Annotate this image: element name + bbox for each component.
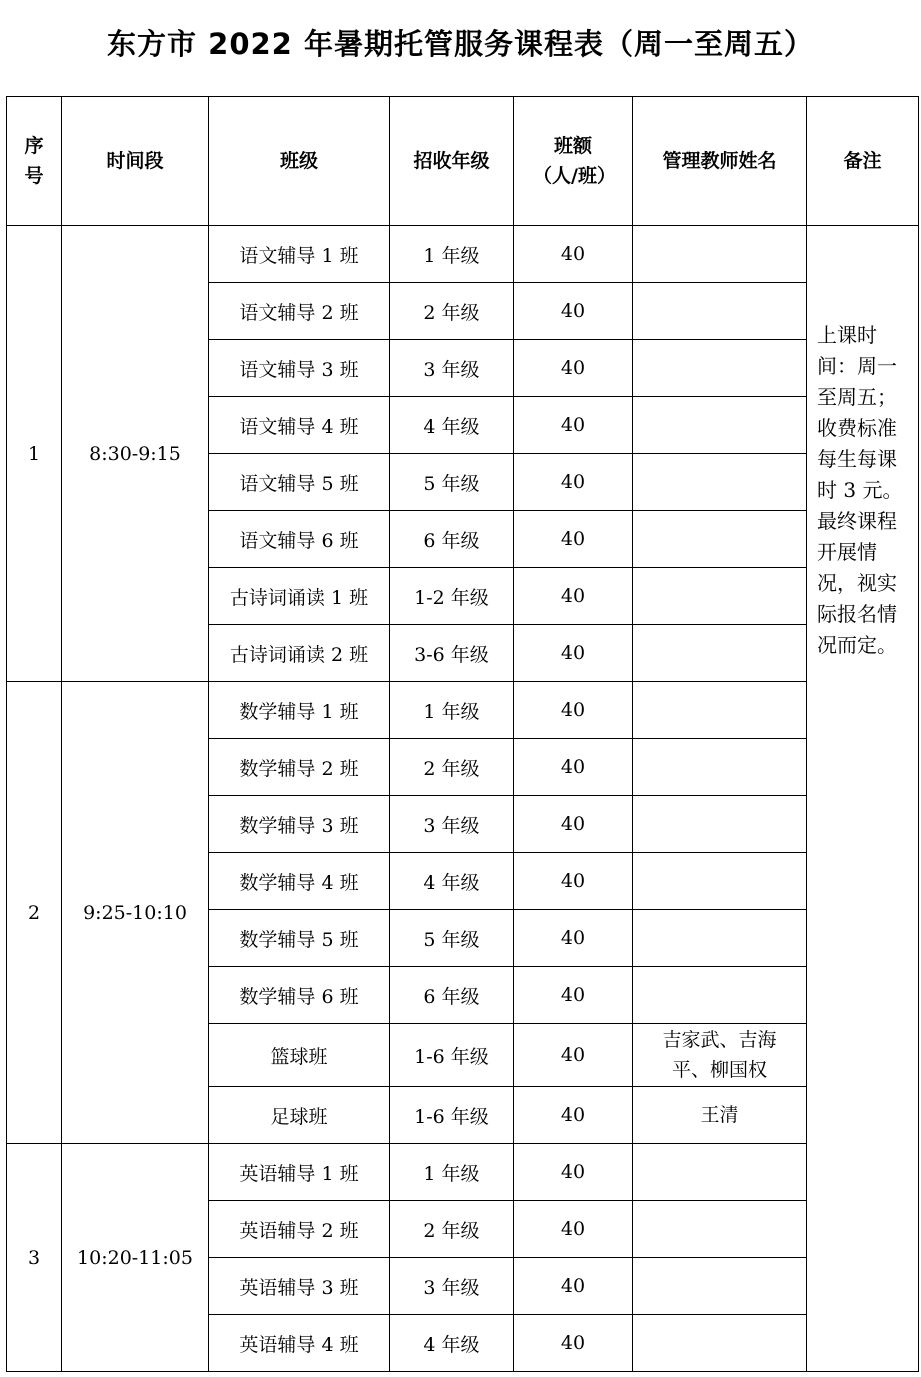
teacher-cell bbox=[633, 796, 807, 853]
grade-cell: 1-6 年级 bbox=[390, 1087, 514, 1144]
teacher-cell: 王清 bbox=[633, 1087, 807, 1144]
class-size-cell: 40 bbox=[514, 910, 633, 967]
grade-cell: 6 年级 bbox=[390, 967, 514, 1024]
class-cell: 英语辅导 2 班 bbox=[209, 1201, 390, 1258]
grade-cell: 1 年级 bbox=[390, 682, 514, 739]
grade-cell: 5 年级 bbox=[390, 910, 514, 967]
page-title: 东方市 2022 年暑期托管服务课程表（周一至周五） bbox=[107, 27, 814, 61]
header-notes: 备注 bbox=[807, 97, 919, 226]
teacher-cell bbox=[633, 454, 807, 511]
grade-cell: 3-6 年级 bbox=[390, 625, 514, 682]
class-size-cell: 40 bbox=[514, 226, 633, 283]
grade-cell: 1 年级 bbox=[390, 226, 514, 283]
teacher-cell bbox=[633, 967, 807, 1024]
grade-cell: 4 年级 bbox=[390, 397, 514, 454]
class-cell: 数学辅导 3 班 bbox=[209, 796, 390, 853]
teacher-cell bbox=[633, 397, 807, 454]
table-body bbox=[7, 226, 919, 1372]
class-size-cell: 40 bbox=[514, 625, 633, 682]
grade-cell: 4 年级 bbox=[390, 853, 514, 910]
class-size-cell: 40 bbox=[514, 796, 633, 853]
class-size-cell: 40 bbox=[514, 1144, 633, 1201]
time-slot-cell: 9:25-10:10 bbox=[62, 682, 209, 1144]
class-cell: 语文辅导 6 班 bbox=[209, 511, 390, 568]
class-size-cell: 40 bbox=[514, 853, 633, 910]
class-size-cell: 40 bbox=[514, 1087, 633, 1144]
grade-cell: 2 年级 bbox=[390, 1201, 514, 1258]
notes-cell: 上课时间：周一至周五；收费标准每生每课时 3 元。最终课程开展情况，视实际报名情况而定。 bbox=[807, 226, 919, 1372]
grade-cell: 4 年级 bbox=[390, 1315, 514, 1372]
class-cell: 语文辅导 5 班 bbox=[209, 454, 390, 511]
class-size-cell: 40 bbox=[514, 967, 633, 1024]
teacher-cell: 吉家武、吉海平、柳国权 bbox=[633, 1024, 807, 1087]
class-size-cell: 40 bbox=[514, 1024, 633, 1087]
time-slot-cell: 8:30-9:15 bbox=[62, 226, 209, 682]
teacher-cell bbox=[633, 853, 807, 910]
class-size-cell: 40 bbox=[514, 682, 633, 739]
grade-cell: 3 年级 bbox=[390, 340, 514, 397]
time-slot-cell: 10:20-11:05 bbox=[62, 1144, 209, 1372]
class-cell: 篮球班 bbox=[209, 1024, 390, 1087]
grade-cell: 3 年级 bbox=[390, 1258, 514, 1315]
header-size: 班额（人/班） bbox=[514, 97, 633, 226]
class-size-cell: 40 bbox=[514, 340, 633, 397]
class-size-cell: 40 bbox=[514, 568, 633, 625]
class-cell: 数学辅导 4 班 bbox=[209, 853, 390, 910]
table-row bbox=[7, 682, 919, 739]
teacher-cell bbox=[633, 568, 807, 625]
row-index-cell: 1 bbox=[7, 226, 62, 682]
grade-cell: 6 年级 bbox=[390, 511, 514, 568]
class-cell: 语文辅导 3 班 bbox=[209, 340, 390, 397]
schedule-table bbox=[6, 96, 919, 1372]
grade-cell: 5 年级 bbox=[390, 454, 514, 511]
grade-cell: 1-6 年级 bbox=[390, 1024, 514, 1087]
header-grade: 招收年级 bbox=[390, 97, 514, 226]
table-row bbox=[7, 1144, 919, 1201]
table-row bbox=[7, 226, 919, 283]
class-cell: 数学辅导 5 班 bbox=[209, 910, 390, 967]
teacher-cell bbox=[633, 739, 807, 796]
header-index: 序号 bbox=[7, 97, 62, 226]
teacher-cell bbox=[633, 625, 807, 682]
class-size-cell: 40 bbox=[514, 1258, 633, 1315]
grade-cell: 3 年级 bbox=[390, 796, 514, 853]
class-cell: 古诗词诵读 2 班 bbox=[209, 625, 390, 682]
class-size-cell: 40 bbox=[514, 1201, 633, 1258]
teacher-cell bbox=[633, 1201, 807, 1258]
class-size-cell: 40 bbox=[514, 397, 633, 454]
class-cell: 语文辅导 2 班 bbox=[209, 283, 390, 340]
class-cell: 足球班 bbox=[209, 1087, 390, 1144]
teacher-cell bbox=[633, 682, 807, 739]
teacher-cell bbox=[633, 910, 807, 967]
class-cell: 语文辅导 1 班 bbox=[209, 226, 390, 283]
grade-cell: 2 年级 bbox=[390, 283, 514, 340]
grade-cell: 1 年级 bbox=[390, 1144, 514, 1201]
header-class: 班级 bbox=[209, 97, 390, 226]
class-size-cell: 40 bbox=[514, 283, 633, 340]
teacher-cell bbox=[633, 226, 807, 283]
header-time: 时间段 bbox=[62, 97, 209, 226]
class-size-cell: 40 bbox=[514, 739, 633, 796]
class-cell: 数学辅导 1 班 bbox=[209, 682, 390, 739]
row-index-cell: 2 bbox=[7, 682, 62, 1144]
class-cell: 英语辅导 1 班 bbox=[209, 1144, 390, 1201]
class-size-cell: 40 bbox=[514, 1315, 633, 1372]
teacher-cell bbox=[633, 283, 807, 340]
teacher-cell bbox=[633, 1144, 807, 1201]
teacher-cell bbox=[633, 1258, 807, 1315]
header-teacher: 管理教师姓名 bbox=[633, 97, 807, 226]
teacher-cell bbox=[633, 340, 807, 397]
teacher-cell bbox=[633, 511, 807, 568]
class-cell: 数学辅导 6 班 bbox=[209, 967, 390, 1024]
class-cell: 语文辅导 4 班 bbox=[209, 397, 390, 454]
row-index-cell: 3 bbox=[7, 1144, 62, 1372]
class-size-cell: 40 bbox=[514, 454, 633, 511]
header-row bbox=[7, 97, 919, 226]
class-size-cell: 40 bbox=[514, 511, 633, 568]
class-cell: 英语辅导 3 班 bbox=[209, 1258, 390, 1315]
grade-cell: 1-2 年级 bbox=[390, 568, 514, 625]
class-cell: 古诗词诵读 1 班 bbox=[209, 568, 390, 625]
teacher-cell bbox=[633, 1315, 807, 1372]
grade-cell: 2 年级 bbox=[390, 739, 514, 796]
class-cell: 英语辅导 4 班 bbox=[209, 1315, 390, 1372]
class-cell: 数学辅导 2 班 bbox=[209, 739, 390, 796]
